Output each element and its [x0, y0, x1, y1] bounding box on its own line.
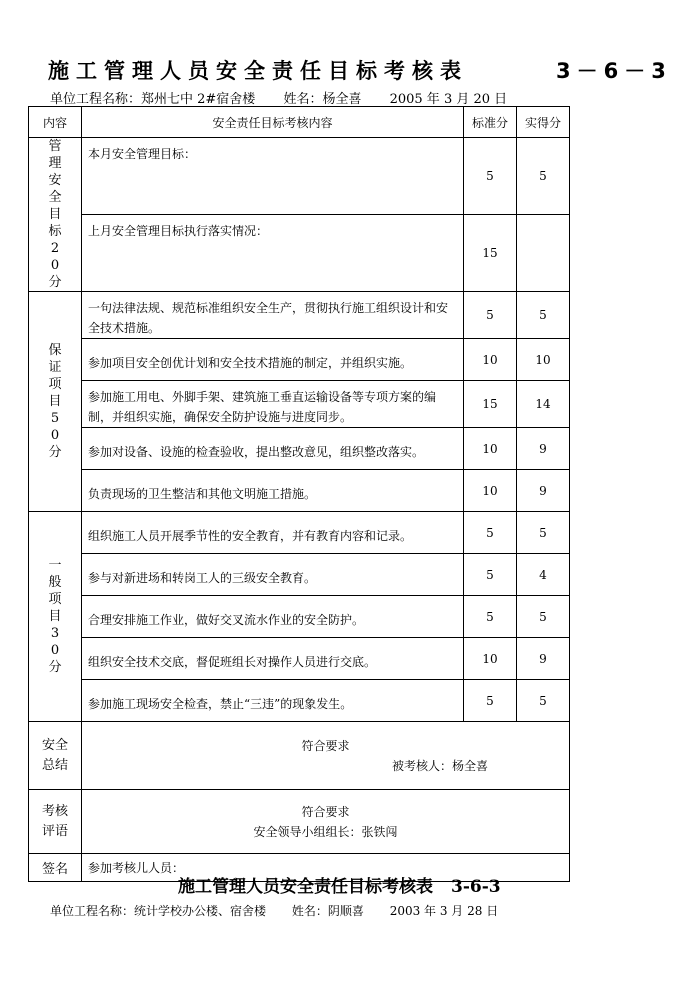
- table-row: [29, 339, 570, 381]
- row-score: 5: [517, 512, 570, 554]
- row-content: 负责现场的卫生整洁和其他文明施工措施。: [82, 470, 464, 512]
- row-score: 5: [517, 292, 570, 339]
- table-row: [29, 680, 570, 722]
- row-content: 参加施工现场安全检查，禁止“三违”的现象发生。: [82, 680, 464, 722]
- row-score: 4: [517, 554, 570, 596]
- second-person-name: 姓名：阴顺喜: [291, 904, 364, 918]
- row-standard: 5: [464, 596, 517, 638]
- row-standard: 5: [464, 138, 517, 215]
- row-standard: 5: [464, 292, 517, 339]
- second-unit-name: 单位工程名称：统计学校办公楼、宿舍楼: [50, 904, 267, 918]
- page-title: 施工管理人员安全责任目标考核表: [48, 59, 468, 83]
- row-standard: 5: [464, 512, 517, 554]
- row-standard: 15: [464, 215, 517, 292]
- table-row: [29, 381, 570, 428]
- table-row: [29, 638, 570, 680]
- second-form-code: 3-6-3: [451, 877, 501, 897]
- second-header-info: [50, 902, 520, 919]
- review-label: 考核评语: [29, 790, 82, 854]
- table-row: [29, 292, 570, 339]
- summary-label: 安全总结: [29, 722, 82, 790]
- table-row: [29, 554, 570, 596]
- row-content: 组织施工人员开展季节性的安全教育，并有教育内容和记录。: [82, 512, 464, 554]
- summary-signer: 被考核人：杨全喜: [392, 758, 489, 773]
- form-code: 3－6－3: [556, 59, 672, 83]
- row-content: 组织安全技术交底，督促班组长对操作人员进行交底。: [82, 638, 464, 680]
- category-general: 一般项目30分: [29, 512, 82, 722]
- unit-name: 单位工程名称：郑州七中 2#宿舍楼: [50, 92, 256, 107]
- row-standard: 10: [464, 638, 517, 680]
- summary-row: [29, 722, 570, 790]
- second-form-title: [178, 872, 501, 897]
- row-score: 5: [517, 138, 570, 215]
- row-standard: 5: [464, 554, 517, 596]
- row-content: 参加项目安全创优计划和安全技术措施的制定，并组织实施。: [82, 339, 464, 381]
- row-content: 参与对新进场和转岗工人的三级安全教育。: [82, 554, 464, 596]
- second-title-text: 施工管理人员安全责任目标考核表: [178, 877, 433, 897]
- header-info: [50, 88, 531, 107]
- row-standard: 10: [464, 428, 517, 470]
- col-header-score: 实得分: [517, 107, 570, 138]
- row-score: 14: [517, 381, 570, 428]
- table-row: [29, 596, 570, 638]
- second-form-date: 2003 年 3 月 28 日: [389, 904, 499, 918]
- row-content: 参加施工用电、外脚手架、建筑施工垂直运输设备等专项方案的编制，并组织实施，确保安全防护设施与进度同步。: [82, 381, 464, 428]
- row-score: 9: [517, 470, 570, 512]
- summary-content: [82, 722, 570, 790]
- row-score: 9: [517, 638, 570, 680]
- table-row: [29, 512, 570, 554]
- col-header-content: 安全责任目标考核内容: [82, 107, 464, 138]
- row-standard: 15: [464, 381, 517, 428]
- review-text: 符合要求: [301, 804, 350, 819]
- review-content: [82, 790, 570, 854]
- category-management: 管理安全目标20分: [29, 138, 82, 292]
- col-header-standard: 标准分: [464, 107, 517, 138]
- summary-text: 符合要求: [301, 738, 350, 753]
- review-row: [29, 790, 570, 854]
- sign-content: 参加考核儿人员：: [82, 854, 570, 882]
- row-standard: 10: [464, 339, 517, 381]
- row-content: 一句法律法规、规范标准组织安全生产，贯彻执行施工组织设计和安全技术措施。: [82, 292, 464, 339]
- row-score: [517, 215, 570, 292]
- table-row: [29, 215, 570, 292]
- row-score: 10: [517, 339, 570, 381]
- row-score: 9: [517, 428, 570, 470]
- row-standard: 10: [464, 470, 517, 512]
- row-content: 合理安排施工作业，做好交叉流水作业的安全防护。: [82, 596, 464, 638]
- row-content: 本月安全管理目标：: [82, 138, 464, 215]
- sign-label: 签名: [29, 854, 82, 882]
- row-score: 5: [517, 680, 570, 722]
- table-row: [29, 138, 570, 215]
- table-row: [29, 470, 570, 512]
- review-signer: 安全领导小组组长：张铁闯: [253, 824, 398, 839]
- row-content: 参加对设备、设施的检查验收，提出整改意见，组织整改落实。: [82, 428, 464, 470]
- row-standard: 5: [464, 680, 517, 722]
- row-score: 5: [517, 596, 570, 638]
- row-content: 上月安全管理目标执行落实情况：: [82, 215, 464, 292]
- table-header-row: [29, 107, 570, 138]
- category-guarantee: 保证项目50分: [29, 292, 82, 512]
- table-row: [29, 428, 570, 470]
- assessment-table: [28, 106, 570, 882]
- form-date: 2005 年 3 月 20 日: [389, 92, 508, 107]
- person-name: 姓名：杨全喜: [283, 92, 362, 107]
- col-header-category: 内容: [29, 107, 82, 138]
